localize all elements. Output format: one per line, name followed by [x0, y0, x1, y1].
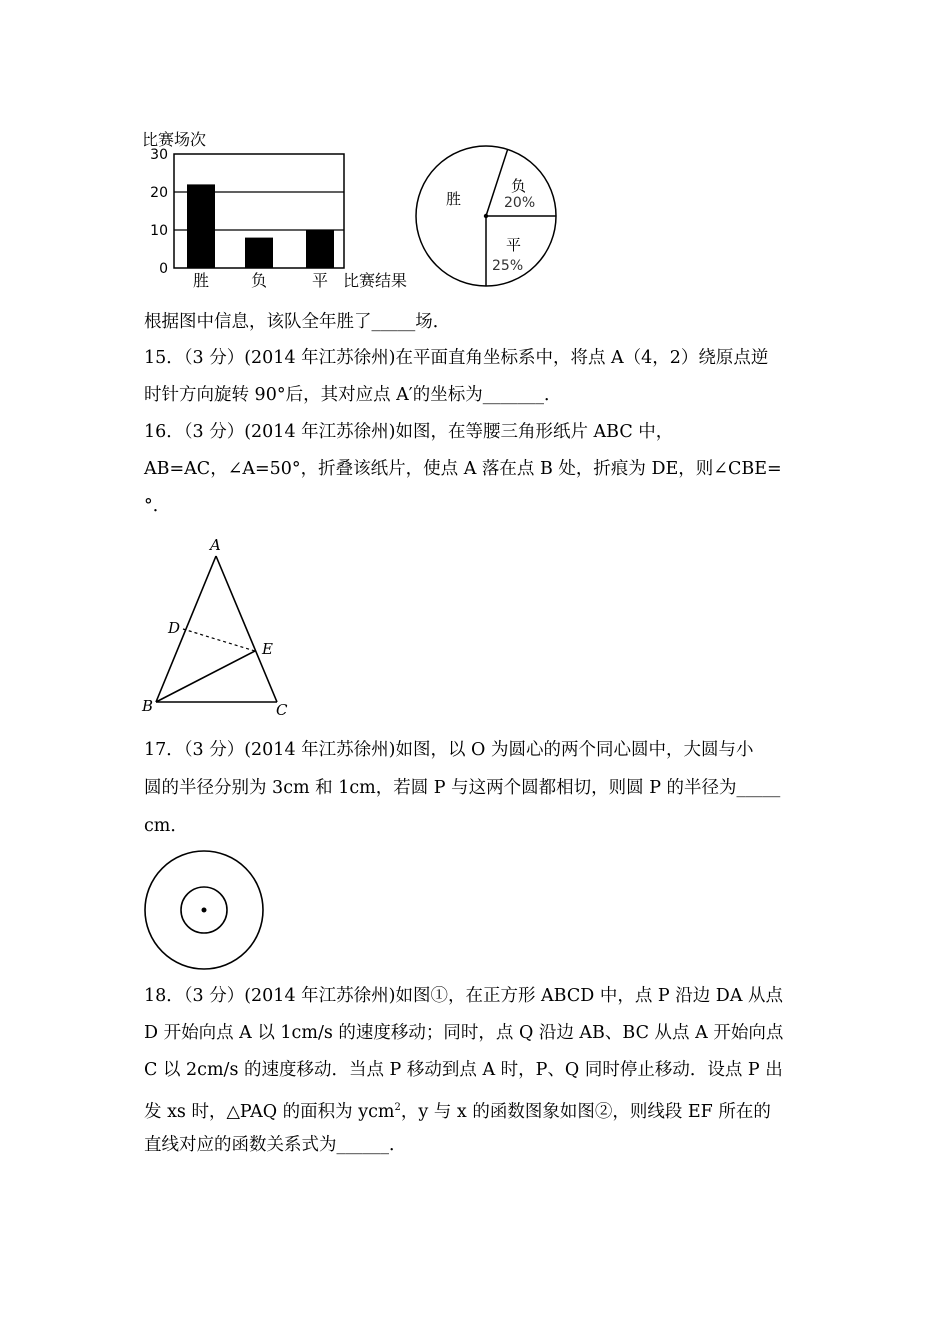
bar-2	[245, 238, 273, 268]
q14-tail-text: 根据图中信息，该队全年胜了_____场．	[144, 312, 451, 332]
bar-ytick-label: 30	[150, 147, 168, 163]
q17-line-3: cm．	[144, 816, 188, 836]
bar-1	[187, 184, 215, 268]
bar-3	[306, 230, 334, 268]
q15-line-2: 时针方向旋转 90°后，其对应点 A′的坐标为_______．	[144, 385, 562, 405]
q15-line-1: 15．（3 分）(2014 年江苏徐州)在平面直角坐标系中，将点 A（4，2）绕原点逆	[144, 348, 769, 368]
label-e: E	[262, 640, 273, 658]
bar-category-label: 胜	[192, 271, 210, 290]
q16-line-2: AB=AC，∠A=50°，折叠该纸片，使点 A 落在点 B 处，折痕为 DE，则∠CBE=	[144, 459, 782, 479]
bar-ytick-label: 0	[159, 261, 168, 277]
label-a: A	[210, 536, 221, 554]
segment-be	[156, 651, 255, 702]
concentric-circles-figure	[140, 848, 268, 976]
bar-category-label: 平	[311, 271, 329, 290]
pie-label-win: 胜	[446, 190, 462, 208]
q17-line-2: 圆的半径分别为 3cm 和 1cm，若圆 P 与这两个圆都相切，则圆 P 的半径为_____	[144, 778, 781, 798]
bar-ytick-label: 10	[150, 223, 168, 239]
q18-line-5: 直线对应的函数关系式为______．	[144, 1135, 407, 1155]
pie-label-lose: 负	[511, 177, 527, 195]
center-o	[202, 908, 207, 913]
pie-percent-draw: 25%	[492, 258, 524, 274]
crease-de	[183, 629, 255, 651]
side-ac	[216, 556, 277, 702]
q18-line-2: D 开始向点 A 以 1cm/s 的速度移动；同时，点 Q 沿边 AB、BC 从点 A 开始向点	[144, 1023, 784, 1043]
label-c: C	[276, 701, 288, 719]
q16-line-3: °．	[144, 496, 171, 516]
pie-percent-lose: 20%	[504, 195, 536, 211]
bar-ytick-label: 20	[150, 185, 168, 201]
q18-line-4-part-a: 发 xs 时，△PAQ 的面积为 ycm	[144, 1101, 395, 1122]
label-d: D	[168, 619, 181, 637]
q18-superscript: 2	[394, 1102, 401, 1113]
bar-chart	[140, 128, 420, 293]
q18-line-1: 18．（3 分）(2014 年江苏徐州)如图①，在正方形 ABCD 中，点 P 沿边 DA 从点	[144, 986, 784, 1006]
pie-label-draw: 平	[506, 236, 522, 254]
q16-line-1: 16．（3 分）(2014 年江苏徐州)如图，在等腰三角形纸片 ABC 中，	[144, 422, 674, 442]
label-b: B	[142, 697, 154, 715]
q18-line-3: C 以 2cm/s 的速度移动．当点 P 移动到点 A 时，P、Q 同时停止移动．设点 P 出	[144, 1060, 783, 1080]
q17-line-1: 17．（3 分）(2014 年江苏徐州)如图，以 O 为圆心的两个同心圆中，大圆与小	[144, 740, 754, 760]
side-ab	[156, 556, 216, 702]
bar-chart-xlabel: 比赛结果	[343, 271, 408, 290]
q18-line-4-part-b: ，y 与 x 的函数图象如图②，则线段 EF 所在的	[400, 1101, 771, 1122]
q18-line-4	[144, 1096, 771, 1124]
pie-center-dot	[484, 214, 488, 218]
pie-chart	[412, 142, 562, 292]
bar-chart-ylabel: 比赛场次	[142, 130, 207, 149]
bar-category-label: 负	[250, 271, 268, 290]
triangle-figure	[138, 532, 298, 722]
